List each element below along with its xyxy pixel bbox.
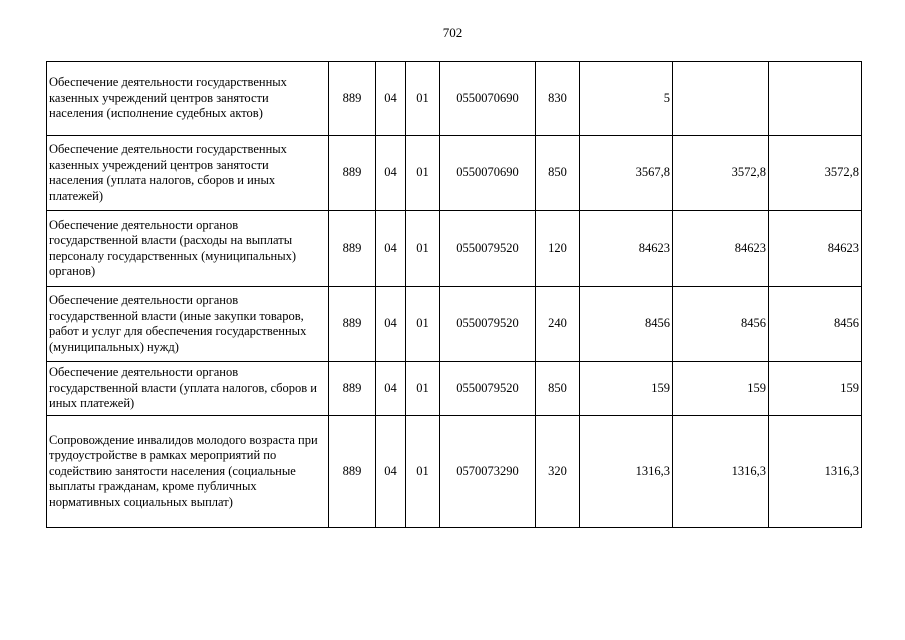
amount-year-3: 1316,3 [769,416,862,528]
subsection-code: 01 [406,211,440,287]
amount-year-3: 8456 [769,287,862,362]
target-article-code: 0570073290 [440,416,536,528]
ministry-code: 889 [329,287,376,362]
page-number: 702 [442,25,463,40]
subsection-code: 01 [406,62,440,136]
target-article-code: 0550079520 [440,211,536,287]
amount-year-2: 159 [673,362,769,416]
amount-year-1: 3567,8 [580,136,673,211]
section-code: 04 [376,287,406,362]
amount-year-3: 3572,8 [769,136,862,211]
target-article-code: 0550070690 [440,136,536,211]
table-row [47,287,862,362]
budget-table [46,61,862,528]
section-code: 04 [376,211,406,287]
amount-year-3: 84623 [769,211,862,287]
amount-year-1: 84623 [580,211,673,287]
expense-type-code: 240 [536,287,580,362]
target-article-code: 0550070690 [440,62,536,136]
section-code: 04 [376,136,406,211]
amount-year-2: 84623 [673,211,769,287]
subsection-code: 01 [406,416,440,528]
amount-year-1: 5 [580,62,673,136]
amount-year-2: 8456 [673,287,769,362]
subsection-code: 01 [406,362,440,416]
amount-year-2: 1316,3 [673,416,769,528]
target-article-code: 0550079520 [440,362,536,416]
expense-type-code: 850 [536,136,580,211]
amount-year-1: 8456 [580,287,673,362]
table-row [47,211,862,287]
amount-year-3 [769,62,862,136]
amount-year-1: 1316,3 [580,416,673,528]
ministry-code: 889 [329,416,376,528]
ministry-code: 889 [329,136,376,211]
target-article-code: 0550079520 [440,287,536,362]
subsection-code: 01 [406,287,440,362]
amount-year-1: 159 [580,362,673,416]
row-description: Обеспечение деятельности государственных казенных учреждений центров занятости населения (уплата налогов, сборов и иных платежей) [47,136,329,211]
table-row [47,416,862,528]
expense-type-code: 120 [536,211,580,287]
expense-type-code: 830 [536,62,580,136]
row-description: Сопровождение инвалидов молодого возраста при трудоустройстве в рамках мероприятий по содействию занятости населения (социальные выплаты гражданам, кроме публичных нормативных социальных выплат) [47,416,329,528]
row-description: Обеспечение деятельности органов государственной власти (иные закупки товаров, работ и услуг для обеспечения государственных (муниципальных) нужд) [47,287,329,362]
row-description: Обеспечение деятельности государственных казенных учреждений центров занятости населения (исполнение судебных актов) [47,62,329,136]
amount-year-3: 159 [769,362,862,416]
subsection-code: 01 [406,136,440,211]
table-row [47,136,862,211]
amount-year-2 [673,62,769,136]
expense-type-code: 850 [536,362,580,416]
expense-type-code: 320 [536,416,580,528]
ministry-code: 889 [329,62,376,136]
table-row [47,62,862,136]
row-description: Обеспечение деятельности органов государственной власти (расходы на выплаты персоналу государственных (муниципальных) органов) [47,211,329,287]
section-code: 04 [376,416,406,528]
row-description: Обеспечение деятельности органов государственной власти (уплата налогов, сборов и иных платежей) [47,362,329,416]
section-code: 04 [376,62,406,136]
amount-year-2: 3572,8 [673,136,769,211]
section-code: 04 [376,362,406,416]
ministry-code: 889 [329,211,376,287]
table-row [47,362,862,416]
ministry-code: 889 [329,362,376,416]
